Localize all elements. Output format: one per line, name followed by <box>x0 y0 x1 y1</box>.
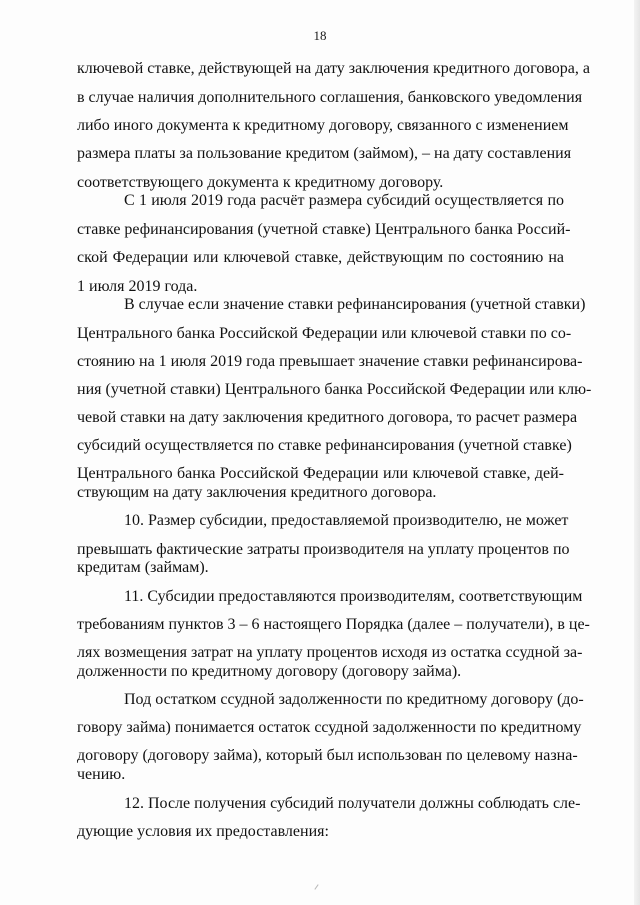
text-line: кредитам (займам). <box>77 559 209 576</box>
text-line: долженности по кредитному договору (договору займа). <box>77 663 462 680</box>
scan-artifact-mark <box>314 884 318 889</box>
text-line: стоянию на 1 июля 2019 года превышает значение ставки рефинансирова- <box>77 353 583 370</box>
text-line: 1 июля 2019 года. <box>77 278 198 295</box>
paragraph-first-line: Под остатком ссудной задолженности по кредитному договору (до- <box>124 691 584 708</box>
text-line: Центрального банка Российской Федерации или ключевой ставке, дей- <box>77 465 564 482</box>
text-line: либо иного документа к кредитному договору, связанного с изменением <box>77 117 569 134</box>
page-edge-shadow <box>634 0 640 905</box>
text-line: Центрального банка Российской Федерации или ключевой ставки по со- <box>77 325 572 342</box>
text-line: ской Федерации или ключевой ставке, действующим по состоянию на <box>77 249 564 266</box>
page-number: 18 <box>313 28 327 43</box>
text-line: размера платы за пользование кредитом (займом), – на дату составления <box>77 145 572 162</box>
text-line: дующие условия их предоставления: <box>77 823 329 840</box>
text-line: превышать фактические затраты производителя на уплату процентов по <box>77 541 570 558</box>
text-line: чению. <box>77 766 126 783</box>
text-line: ствующим на дату заключения кредитного договора. <box>77 484 437 501</box>
paragraph-first-line: В случае если значение ставки рефинансирования (учетной ставки) <box>124 296 586 313</box>
text-line: ключевой ставке, действующей на дату заключения кредитного договора, а <box>77 60 590 77</box>
text-line: требованиям пунктов 3 – 6 настоящего Порядка (далее – получатели), в це- <box>77 616 590 633</box>
text-line: говору займа) понимается остаток ссудной задолженности по кредитному <box>77 719 582 736</box>
paragraph-first-line: 11. Субсидии предоставляются производителям, соответствующим <box>124 588 583 605</box>
text-line: договору (договору займа), который был использован по целевому назна- <box>77 747 578 764</box>
text-line: соответствующего документа к кредитному договору. <box>77 174 444 191</box>
text-line: в случае наличия дополнительного соглашения, банковского уведомления <box>77 89 583 106</box>
paragraph-first-line: 12. После получения субсидий получатели должны соблюдать сле- <box>124 795 581 812</box>
text-line: ния (учетной ставки) Центрального банка Российской Федерации или клю- <box>77 381 592 398</box>
text-line: лях возмещения затрат на уплату процентов исходя из остатка ссудной за- <box>77 644 583 661</box>
text-line: субсидий осуществляется по ставке рефинансирования (учетной ставке) <box>77 437 572 454</box>
text-line: чевой ставки на дату заключения кредитного договора, то расчет размера <box>77 409 578 426</box>
text-line: ставке рефинансирования (учетной ставке) Центрального банка Россий- <box>77 221 571 238</box>
paragraph-first-line: С 1 июля 2019 года расчёт размера субсидий осуществляется по <box>124 192 564 209</box>
paragraph-first-line: 10. Размер субсидии, предоставляемой производителю, не может <box>124 512 569 529</box>
